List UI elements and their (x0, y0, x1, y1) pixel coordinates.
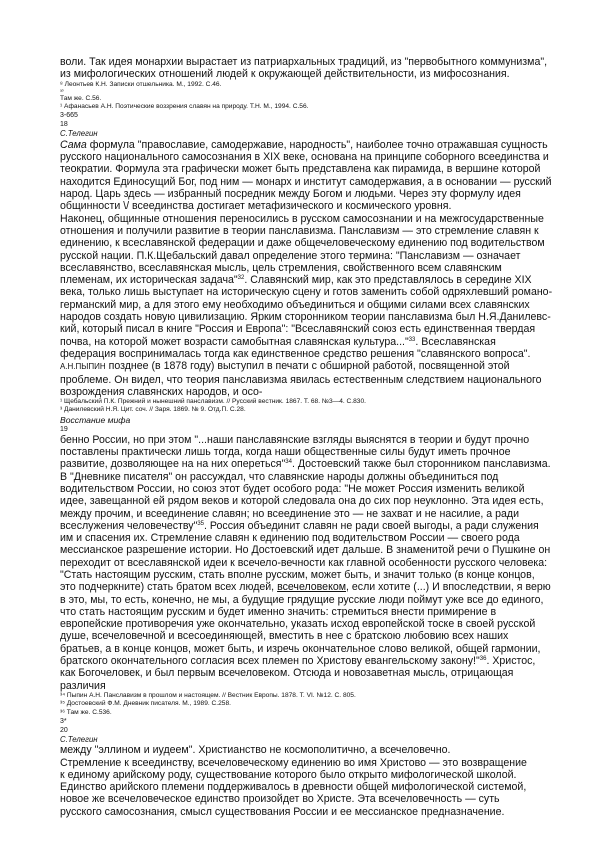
page-number: 20 (60, 726, 68, 734)
paragraph-line: "Стать настоящим русским, стать вполне русским, может быть, и значит только (в конце концов, (60, 568, 535, 581)
paragraph-line: русской нации. П.К.Щебальский давал определение этого термина: "Панславизм — означает (60, 249, 521, 262)
paragraph-line (60, 360, 565, 373)
paragraph-line: Стремление к всеединству, всечеловеческому единению во имя Христово — это возвращение (60, 756, 527, 769)
line-text: позднее (в 1878 году) выступил в печати с обширной работой, посвященной этой (105, 360, 510, 373)
paragraph-line: всеславянство, всеславянская мысль, цель стремления, свойственного всем славянским (60, 261, 502, 274)
paragraph-line: идее, завещанной ей рядом веков и которой следовала она до сих пор неуклонно. Эта идея есть, (60, 495, 544, 508)
page-number: 19 (60, 425, 68, 433)
paragraph-line: отношения и получили развитие в теории панславизма. Панславизм — это стремление славян к (60, 224, 539, 237)
footnote: ³⁴ Пыпин А.Н. Панславизм в прошлом и настоящем. // Вестник Европы. 1878. Т. VI. №12. С. 805. (60, 691, 356, 699)
paragraph-line: душе, всечеловечной и всесоединяющей, вместить в нее с братскою любовию всех наших (60, 630, 509, 643)
line-text: . Славянский мир, как это представлялось в середине XIX (244, 274, 532, 287)
signature-mark: 3* (60, 717, 67, 725)
line-text: почва, на которой может возрасти самобытная славянская культура..." (60, 335, 409, 348)
paragraph-line: различия (60, 679, 106, 692)
paragraph-line (60, 655, 565, 667)
line-text: . Россия объединит славян не ради своей выгоды, а ради служения (204, 519, 539, 532)
signature-mark: 3-665 (60, 112, 78, 120)
underlined-word: всечеловеком (277, 581, 347, 594)
line-text: А.Н.ПЫПИН (60, 362, 106, 372)
page-break-18 (60, 111, 565, 138)
document-page (60, 56, 565, 818)
footnote: ³ Данилевский Н.Я. Цит. соч. // Заря. 1869. № 9. Отд.П. С.28. (60, 406, 246, 414)
paragraph-line: к единому арийскому роду, существование которого было открыто мифологической школой. (60, 768, 517, 781)
paragraph-line: из мифологических отношений людей к окружающей действительности, из мифосознания. (60, 68, 510, 81)
text-block-3 (60, 434, 565, 692)
paragraph-line (60, 581, 565, 593)
line-text: . Достоевский также был сторонником панславизма. (291, 458, 551, 471)
paragraph-line: проблеме. Он видел, что теория панславизма явилась естественным следствием национального (60, 373, 542, 386)
paragraph-line: Единство арийского племени поддерживалось в древности общей мифологической системой, (60, 781, 527, 794)
paragraph-line: переходит от всеславянской идеи к всечело-вечности как главной особенности русского человека: (60, 556, 548, 569)
running-head-author: С.Телегин (60, 129, 98, 139)
paragraph-line (60, 336, 565, 348)
page-break-20 (60, 717, 565, 744)
line-text: формула "православие, самодержавие, народность", наиболее точно отражавшая сущность (86, 138, 548, 151)
paragraph-line: единению, к всеславянской федерации и даже общечеловеческому единению под водительством (60, 237, 545, 250)
line-text: племенам, их историческая задача" (60, 274, 238, 287)
footnote-ref: 35 (197, 520, 205, 527)
paragraph-line: Наконец, общинные отношения переносились в русском самосознании и на межгосударственные (60, 212, 544, 225)
paragraph-line: братьев, а в конце концов, может быть, и изречь окончательное слово великой, общей гармонии, (60, 642, 541, 655)
line-text: развитие, дозволяющее на на них опереться" (60, 458, 286, 471)
paragraph-line: теократии. Формула эта графически может быть представлена как пирамида, в вершине которой (60, 163, 541, 176)
footnote-ref: 32 (237, 275, 245, 282)
paragraph-line: новое же всечеловеческое единство произойдет во Христе. Эта всечеловечность — суть (60, 793, 500, 806)
running-head-title: Восстание мифа (60, 414, 131, 425)
line-text: всеслужения человечеству" (60, 519, 198, 532)
italic-word: Сама (60, 138, 87, 151)
text-block-2 (60, 139, 565, 398)
page-break-19 (60, 415, 565, 434)
paragraph-line: германский мир, а для этого ему необходимо объединиться и общими силами всех славянских (60, 298, 530, 311)
footnote: ³⁶ Там же. С.536. (60, 708, 112, 716)
footnote: ¹ Афанасьев А.Н. Поэтические воззрения славян на природу. Т.Н. М., 1994. С.56. (60, 103, 309, 111)
paragraph-line: водительством России, но союз этот будет особого рода: "Не может Россия изменить великой (60, 482, 525, 495)
footnote: ¹ Щебальский П.К. Прежний и нынешний панславизм. // Русский вестник. 1867. Т. 68. №3—4. С.830. (60, 398, 366, 406)
paragraph-line: между прочим, и всеединение славян; но всеединение это — не захват и не насилие, а ради (60, 507, 520, 520)
paragraph-line: кий, который писал в книге "Россия и Европа": "Всеславянский союз есть единственная твердая (60, 323, 536, 336)
paragraph-line: бенно России, но при этом "...наши панславянские взгляды выяснятся в теории и будут прочно (60, 433, 530, 446)
paragraph-line: федерация воспринималась тогда как единственное средство решения "славянского вопроса". (60, 347, 531, 360)
paragraph-line: русского национального самосознания в XIX веке, основана на принципе соборного всеединства и (60, 151, 549, 164)
footnotes-3 (60, 692, 565, 717)
text-block-1 (60, 56, 565, 81)
text-block-4 (60, 744, 565, 818)
paragraph-line: находится Единосущий Бог, под ним — монарх и институт самодержавия, а в основании — русский (60, 175, 552, 188)
line-text: братского окончательного согласия всех племен по Христову евангельскому закону!" (60, 655, 480, 668)
footnote: Там же. С.56. (60, 94, 102, 102)
line-text: это подчеркните) стать братом всех людей, (60, 581, 278, 594)
running-head-author: С.Телегин (60, 734, 98, 744)
paragraph-line: народ. Царь здесь — избранный посредник между Богом и людьми. Через эту формулу идея (60, 188, 521, 201)
paragraph-line (60, 274, 565, 286)
paragraph-line: В "Дневнике писателя" он рассуждал, что славянские народы должны объединиться под (60, 470, 499, 483)
footnotes-2 (60, 398, 565, 415)
footnote: ⁸ Леонтьев К.Н. Записки отшельника. М., 1992. С.46. (60, 80, 222, 88)
paragraph-line: воли. Так идея монархии вырастает из патриархальных традиций, из "первобытного коммунизма", (60, 56, 548, 68)
paragraph-line: века, только лишь выступает на историческую сцену и готов заменить собой одряхлевший романо- (60, 286, 553, 299)
paragraph-line: русского самосознания, смысл существования России и ее мессианское предназначение. (60, 805, 505, 818)
paragraph-line: в это, мы, то есть, конечно, не мы, а будущие грядущие русские люди поймут уже все до единого, (60, 593, 544, 606)
footnote-marker: ³⁰ (60, 88, 64, 95)
line-text: . Христос, (486, 655, 536, 668)
footnote-ref: 33 (408, 336, 416, 343)
paragraph-line: как Богочеловек, и был первым всечеловеком. Отсюда и новозаветная мысль, отрицающая (60, 667, 514, 680)
paragraph-line (60, 458, 565, 470)
paragraph-line: европейские противоречия уже окончательно, указать исход европейской тоске в своей русской (60, 618, 536, 631)
paragraph-line (60, 139, 565, 151)
paragraph-line: между "эллином и иудеем". Христианство не космополитично, а всечеловечно. (60, 744, 451, 757)
footnote-ref: 36 (479, 656, 487, 663)
footnote: ³⁵ Достоевский Ф.М. Дневник писателя. М., 1989. С.258. (60, 700, 231, 708)
footnotes-1 (60, 81, 565, 112)
line-text: . Всеславянская (415, 335, 496, 348)
paragraph-line: поставлены практически лишь тогда, когда наши общественные силы будут иметь прочное (60, 446, 511, 459)
paragraph-line: им и спасения их. Стремление славян к единению под водительством России — своего рода (60, 532, 520, 545)
paragraph-line (60, 520, 565, 532)
paragraph-line: народов создать новую цивилизацию. Ярким сторонником теории панславизма был Н.Я.Данилевс- (60, 311, 551, 324)
page-number: 18 (60, 121, 68, 129)
paragraph-line: общинности \/ всеединства достигает метафизического и космического уровня. (60, 200, 452, 213)
paragraph-line: мессианское разрешение истории. Но Достоевский идет дальше. В знаменитой речи о Пушкине он (60, 544, 551, 557)
paragraph-line: возрождения славянских народов, и осо- (60, 385, 263, 398)
footnote-ref: 34 (285, 459, 292, 466)
line-text: , если хотите (...) И впоследствии, я верю (346, 581, 551, 594)
paragraph-line: что стать настоящим русским и будет именно значить: стремиться внести примирение в (60, 605, 497, 618)
